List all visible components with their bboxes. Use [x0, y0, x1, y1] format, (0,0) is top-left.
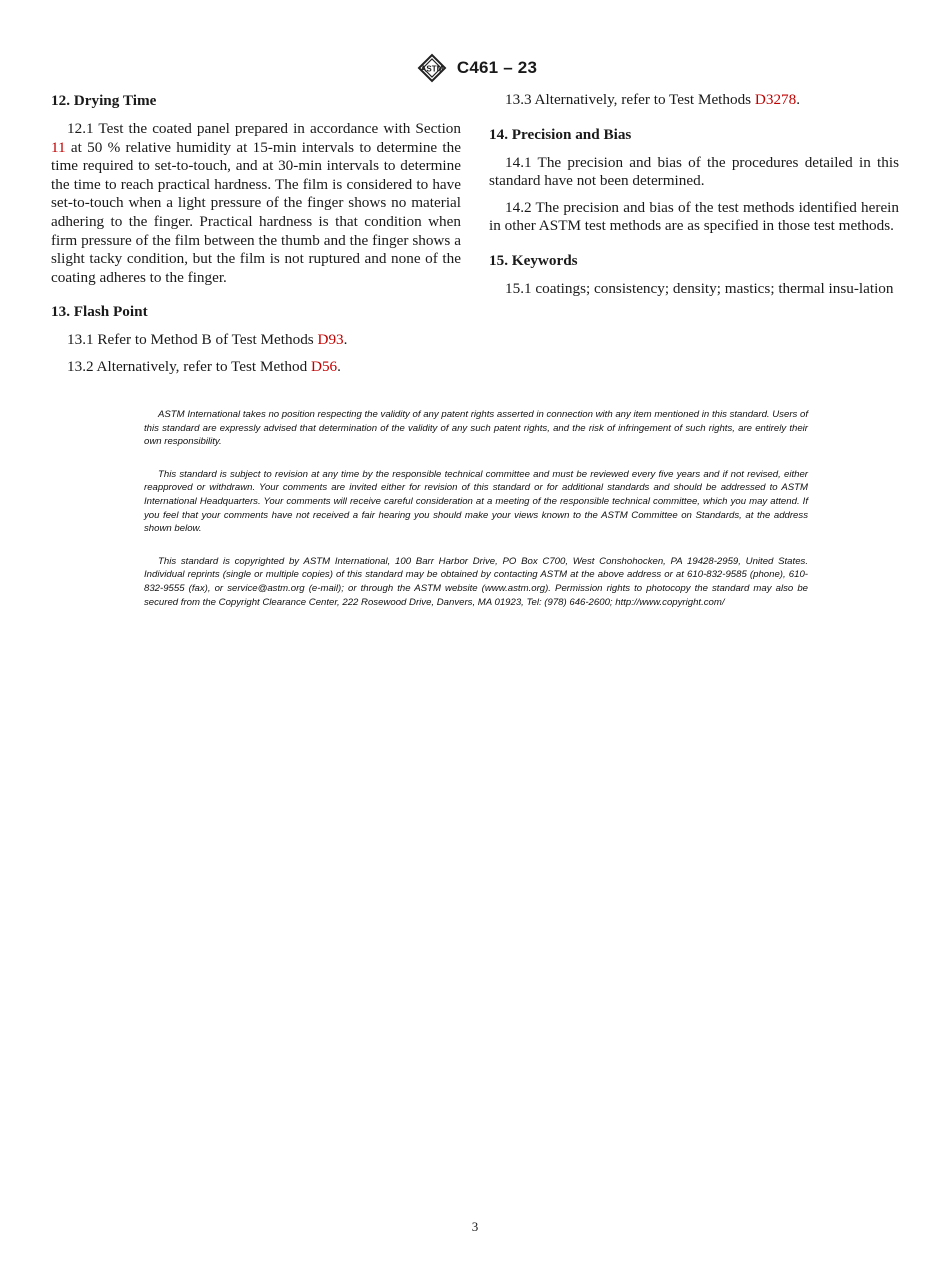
- standard-designation: C461 – 23: [456, 58, 538, 77]
- patent-notice: ASTM International takes no position respecting the validity of any patent rights asserted in connection with any item mentioned in this standard. Users of this standard are expressly advised that determination of the validity of any such patent rights, and the risk of infringement of such rights, are entirely their own responsibility.: [144, 409, 808, 448]
- paragraph-13-2: 13.2 Alternatively, refer to Test Method D56.: [67, 357, 341, 375]
- d93-link[interactable]: D93: [317, 331, 344, 349]
- revision-notice: This standard is subject to revision at any time by the responsible technical committee and must be reviewed every five years and if not revised, either reapproved or withdrawn. Your comments are invited either for revision of this standard or for additional standards and should be addressed to ASTM International Headquarters. Your comments will receive careful consideration at a meeting of the responsible technical committee, which you may attend. If you feel that your comments have not received a fair hearing you should make your views known to the ASTM Committee on Standards, at the address shown below.: [144, 468, 808, 535]
- svg-text:ASTM: ASTM: [420, 64, 444, 74]
- astm-logo-icon: [413, 52, 451, 84]
- right-column: [489, 91, 899, 307]
- paragraph-15-1: 15.1 coatings; consistency; density; mastics; thermal insu-lation: [505, 279, 894, 297]
- section-11-link[interactable]: 11: [51, 138, 66, 156]
- paragraph-13-1: 13.1 Refer to Method B of Test Methods D93.: [67, 331, 348, 349]
- left-column: [51, 91, 461, 385]
- section-13-heading: 13. Flash Point: [51, 303, 148, 321]
- d3278-link[interactable]: D3278: [754, 91, 797, 108]
- page-header: [0, 52, 950, 84]
- paragraph-13-3: 13.3 Alternatively, refer to Test Methods D3278.: [505, 91, 801, 108]
- d56-link[interactable]: D56: [310, 357, 338, 375]
- paragraph-14-2: 14.2 The precision and bias of the test methods identified herein in other ASTM test methods are as specified in those test methods.: [489, 198, 899, 235]
- section-12-heading: 12. Drying Time: [51, 92, 157, 109]
- section-14-heading: 14. Precision and Bias: [489, 125, 632, 143]
- section-15-heading: 15. Keywords: [489, 251, 578, 269]
- legal-notes: [144, 408, 808, 628]
- paragraph-14-1: 14.1 The precision and bias of the procedures detailed in this standard have not been determined.: [489, 153, 899, 190]
- copyright-notice: This standard is copyrighted by ASTM International, 100 Barr Harbor Drive, PO Box C700, West Conshohocken, PA 19428-2959, United States. Individual reprints (single or multiple copies) of this standard may be obtained by contacting ASTM at the above address or at 610-832-9585 (phone), 610-832-9555 (fax), or service@astm.org (e-mail); or through the ASTM website (www.astm.org). Permission rights to photocopy the standard may also be secured from the Copyright Clearance Center, 222 Rosewood Drive, Danvers, MA 01923, Tel: (978) 646-2600; http://www.copyright.com/: [144, 555, 808, 608]
- page-number: 3: [471, 1219, 479, 1234]
- paragraph-12-1: 12.1 Test the coated panel prepared in accordance with Section 11 at 50 % relative humidity at 15-min intervals to determine the time required to set-to-touch, and at 30-min intervals to determine the time to reach practical hardness. The film is considered to have set-to-touch when a light pressure of the finger shows no material adhering to the finger. Practical hardness is that condition when firm pressure of the film between the thumb and the finger shows a slight tacky condition, but the film is not ruptured and none of the coating adheres to the finger.: [51, 120, 461, 286]
